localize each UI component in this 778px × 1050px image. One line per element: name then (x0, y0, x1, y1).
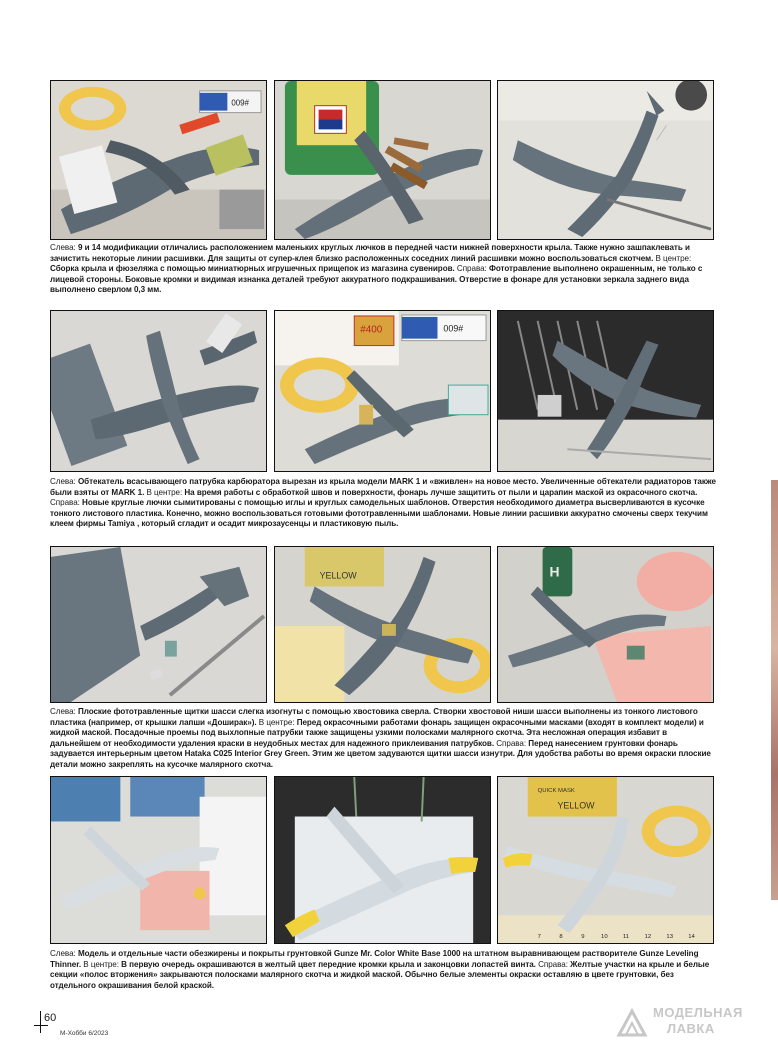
caption-seg: В центре: (653, 253, 692, 263)
ruler-12: 12 (644, 934, 652, 941)
caption-seg: Новые круглые лючки сымитированы с помощью иглы и круглых самодельных шаблонов. Отверстия необходимого диаметра высверливаются в кусочке тонкого листового пластика. Конечно, можно воспользоваться готовыми фототравленными шаблонами. Новые линии расшивки аккуратно смочены сверх текучим клеем фирмы Tamiya , который сгладит и осадит микрозаусенцы и пластиковую пыль. (50, 498, 708, 529)
caption-seg: Желтые участки на крыле и белые секции «полос вторжения» закрываются полосками малярного скотча и жидкой маской. Обычно белые элементы окраски оставляю в цвете грунтовки, без отдельного окрашивания белой краской. (50, 959, 710, 990)
ruler-14: 14 (688, 934, 695, 941)
page-edge-strip (771, 480, 778, 900)
caption-seg: Модель и отдельные части обезжирены и покрыты грунтовкой Gunze Mr. Color White Base 1000 на штатном выравнивающем растворителе Gunze Leveling Thinner. (50, 949, 699, 969)
hataka-logo: H (549, 563, 560, 580)
caption-seg: Обтекатель всасывающего патрубка карбюратора вырезан из крыла модели MARK 1 и «вживлен» на новое место. Увеличенные обтекатели радиаторов также были взяты от MARK 1. (50, 477, 716, 497)
caption-seg: Сборка крыла и фюзеляжа с помощью миниатюрных игрушечных прищепок из магазина сувениров. (50, 264, 455, 274)
photo-row2-left (50, 310, 267, 472)
photo-row1-left (50, 80, 267, 240)
tape-code: 009# (443, 323, 464, 334)
caption-seg: 9 и 14 модификации отличались расположением маленьких круглых лючков в передней части нижней поверхности крыла. Также нужно зашпаклевать и зачистить некоторые линии расшивки. Для защиты от супер-клея близко расположенных соседних линий расшивки можно воспользоваться скотчем. (50, 243, 690, 263)
watermark (615, 1003, 770, 1043)
caption-seg: В центре: (144, 487, 185, 497)
photo-row2-right (497, 310, 714, 472)
caption-seg: Перед окрасочными работами фонарь защищен окрасочными масками (входят в комплект модели) и жидкой маской. Посадочные проемы под выхлопные патрубки также защищены узкими полосками малярного скотча. Эта несложная операция избавит в дальнейшем от необходимости удаления краски в неудобных местах для надежного приклеивания патрубков. (50, 717, 704, 748)
watermark-line2: ЛАВКА (667, 1021, 715, 1036)
caption-seg: Справа: (454, 264, 489, 274)
caption-seg: В центре: (81, 959, 122, 969)
yellow-label: YELLOW (319, 570, 357, 581)
caption-seg: Перед нанесением грунтовки фонарь задувается интерьерным цветом Hataka C025 Interior Grey Green. Этим же цветом задуваются щитки шасси изнутри. Для удобства работы во время окраски плоские детали можно закреплять на кусочке малярного скотча. (50, 738, 711, 769)
photo-row1-right (497, 80, 714, 240)
magazine-issue: М-Хобби 6/2023 (60, 1030, 109, 1037)
photo-row2-center (274, 310, 491, 472)
caption-row4 (50, 949, 718, 991)
caption-seg: Фототравление выполнено окрашенным, не только с лицевой стороны. Боковые кромки и видимая изнанка деталей требуют аккуратного подкрашивания. Отверстие в фонаре для установки зеркала заднего вида выполнено сверлом 0,3 мм. (50, 264, 703, 295)
svg-text:009#: 009# (231, 98, 249, 108)
caption-seg: В первую очередь окрашиваются в желтый цвет передние кромки крыла и законцовки лопастей винта. (121, 959, 536, 969)
caption-seg: Слева: (50, 477, 78, 486)
caption-row2 (50, 477, 718, 530)
caption-seg: Слева: (50, 243, 78, 252)
footer-mark-horizontal (34, 1025, 48, 1026)
footer-mark-vertical (40, 1011, 41, 1033)
photo-row1-center (274, 80, 491, 240)
caption-seg: Слева: (50, 949, 78, 958)
photo-row4-center (274, 776, 491, 944)
caption-row3 (50, 707, 718, 771)
caption-seg: Слева: (50, 707, 78, 716)
photo-row3-right (497, 546, 714, 703)
caption-seg: Справа: (494, 738, 529, 748)
photo-row4-left (50, 776, 267, 944)
ruler-11: 11 (622, 934, 630, 941)
caption-seg: Плоские фототравленные щитки шасси слегка изогнуты с помощью хвостовика сверла. Створки хвостовой ниши шасси выполнены из тонкого листового пластика (например, от крышки лапши «Доширак»). (50, 707, 698, 727)
ruler-7: 7 (537, 934, 541, 941)
watermark-logo-icon (615, 1005, 649, 1041)
quick-label: QUICK MASK (537, 787, 575, 794)
watermark-line1: МОДЕЛЬНАЯ (653, 1005, 743, 1020)
caption-seg: Справа: (50, 498, 83, 508)
yellow-label-2: YELLOW (557, 800, 595, 811)
caption-row1 (50, 243, 718, 296)
ruler-9: 9 (581, 934, 585, 941)
photo-row3-left (50, 546, 267, 703)
caption-seg: На время работы с обработкой швов и поверхности, фонарь лучше защитить от пыли и царапин маской из окрасочного скотча. (184, 487, 698, 497)
photo-row4-right (497, 776, 714, 944)
ruler-13: 13 (666, 934, 674, 941)
caption-seg: В центре: (256, 717, 297, 727)
caption-seg: Справа: (535, 959, 571, 969)
photo-row3-center (274, 546, 491, 703)
page-number: 60 (44, 1012, 57, 1024)
ruler-10: 10 (601, 934, 608, 941)
tape-label: #400 (360, 324, 383, 336)
ruler-8: 8 (559, 934, 563, 941)
